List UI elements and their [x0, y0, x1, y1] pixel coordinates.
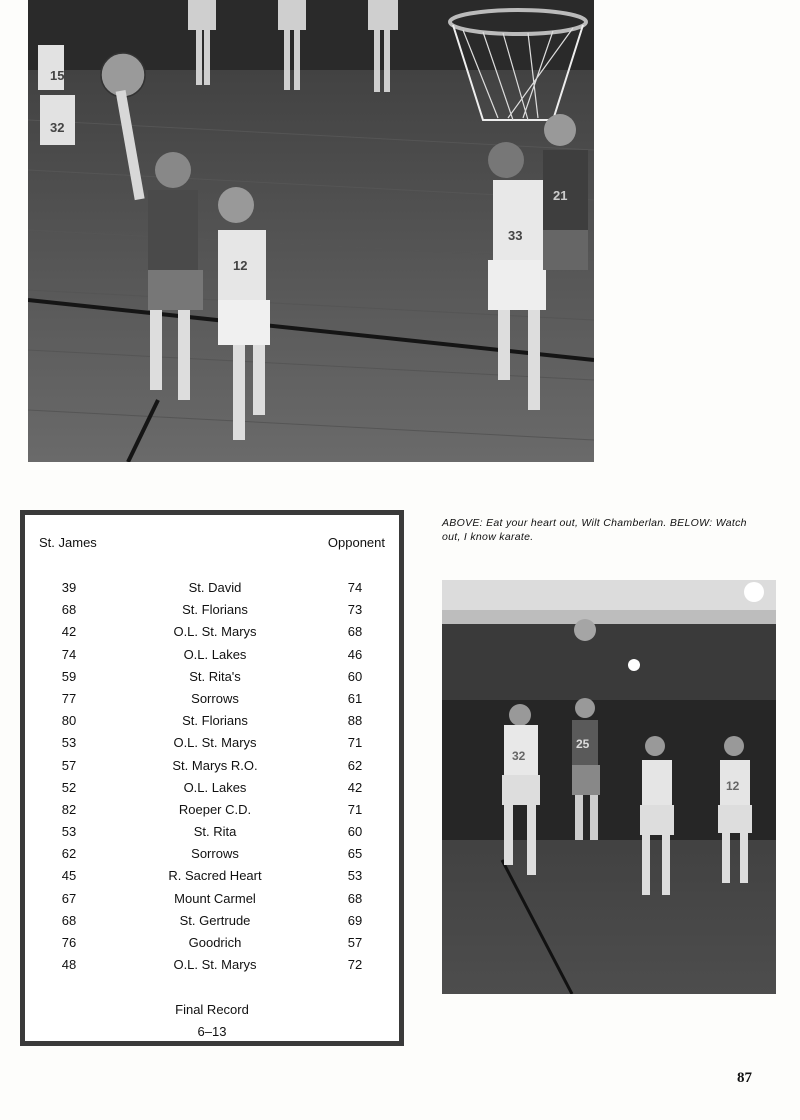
team-score: 59	[61, 668, 77, 684]
opponent-score: 60	[347, 668, 363, 684]
opponent-name: R. Sacred Heart	[168, 868, 262, 884]
game-result-row	[25, 644, 399, 666]
photo-caption: ABOVE: Eat your heart out, Wilt Chamberlan. BELOW: Watch out, I know karate.	[442, 517, 747, 543]
team-score: 76	[61, 935, 77, 950]
opponent-name: St. Gertrude	[179, 912, 251, 928]
opponent-name: St. Rita's	[189, 668, 241, 684]
jersey-number: 32	[512, 749, 526, 763]
opponent-score: 88	[347, 713, 363, 729]
opponent-name: Sorrows	[191, 846, 239, 862]
team-score: 77	[61, 690, 77, 706]
team-score: 53	[61, 735, 77, 751]
bottom-photo	[442, 580, 776, 994]
opponent-score: 69	[347, 912, 363, 928]
opponent-name: Mount Carmel	[174, 890, 256, 906]
team-score: 48	[61, 957, 77, 973]
season-scoreboard	[20, 510, 404, 1046]
basketball	[574, 619, 596, 641]
jersey-number: 32	[50, 120, 65, 135]
game-result-row	[25, 843, 399, 865]
team-score: 80	[61, 713, 77, 729]
opponent-name: St. Florians	[182, 713, 248, 729]
basketball-layup-photo	[28, 0, 594, 462]
opponent-score: 68	[347, 890, 363, 906]
opponent-column-header: Opponent	[327, 535, 385, 550]
game-result-row	[25, 865, 399, 887]
opponent-name: O.L. Lakes	[183, 646, 247, 662]
team-score: 42	[61, 624, 77, 640]
basketball-game-photo	[442, 580, 776, 994]
team-score: 62	[61, 846, 77, 862]
opponent-score: 74	[347, 580, 363, 595]
game-result-row	[25, 910, 399, 932]
game-result-row	[25, 666, 399, 688]
jersey-number: 12	[726, 779, 740, 793]
team-score: 68	[61, 602, 77, 618]
team-score: 52	[61, 779, 77, 795]
game-result-row	[25, 688, 399, 710]
opponent-name: O.L. Lakes	[183, 779, 247, 795]
team-score: 39	[61, 580, 77, 595]
game-results-list	[25, 577, 399, 976]
final-record	[25, 999, 399, 1043]
opponent-score: 71	[347, 735, 363, 751]
ceiling-light-icon	[744, 582, 764, 602]
opponent-score: 73	[347, 602, 363, 618]
game-result-row	[25, 954, 399, 976]
page-number: 87	[737, 1070, 752, 1086]
opponent-score: 46	[347, 646, 363, 662]
opponent-score: 53	[347, 868, 363, 884]
team-score: 82	[61, 801, 77, 817]
game-result-row	[25, 777, 399, 799]
game-result-row	[25, 599, 399, 621]
opponent-name: Sorrows	[191, 690, 239, 706]
team-score: 57	[61, 757, 77, 773]
opponent-score: 68	[347, 624, 363, 640]
opponent-score: 57	[347, 935, 363, 950]
jersey-number: 12	[233, 258, 248, 273]
opponent-name: O.L. St. Marys	[173, 624, 257, 640]
opponent-score: 72	[347, 957, 363, 973]
opponent-score: 71	[347, 801, 363, 817]
opponent-name: St. Marys R.O.	[172, 757, 258, 773]
basketball	[101, 53, 145, 97]
opponent-score: 62	[347, 757, 363, 773]
jersey-number: 15	[50, 68, 65, 83]
team-score: 74	[61, 646, 77, 662]
team-score: 45	[61, 868, 77, 884]
opponent-score: 60	[347, 824, 363, 840]
game-result-row	[25, 755, 399, 777]
game-result-row	[25, 799, 399, 821]
final-record-value: 6–13	[197, 1024, 227, 1039]
game-result-row	[25, 732, 399, 754]
game-result-row	[25, 932, 399, 954]
opponent-name: O.L. St. Marys	[173, 957, 257, 973]
opponent-name: Roeper C.D.	[178, 801, 252, 817]
team-score: 67	[61, 890, 77, 906]
opponent-score: 65	[347, 846, 363, 862]
opponent-name: O.L. St. Marys	[173, 735, 257, 751]
opponent-name: St. David	[188, 580, 242, 595]
game-result-row	[25, 577, 399, 599]
jersey-number: 33	[508, 228, 523, 243]
opponent-score: 61	[347, 690, 363, 706]
jersey-number: 25	[576, 737, 590, 751]
ceiling-light-icon	[628, 659, 640, 671]
game-result-row	[25, 710, 399, 732]
top-photo	[28, 0, 594, 462]
team-score: 53	[61, 824, 77, 840]
opponent-score: 42	[347, 779, 363, 795]
opponent-name: St. Florians	[182, 602, 248, 618]
team-column-header: St. James	[39, 535, 97, 550]
opponent-name: Goodrich	[188, 935, 242, 950]
jersey-number: 21	[553, 188, 568, 203]
opponent-name: St. Rita	[193, 824, 237, 840]
final-record-label: Final Record	[175, 1002, 249, 1017]
game-result-row	[25, 821, 399, 843]
team-score: 68	[61, 912, 77, 928]
game-result-row	[25, 888, 399, 910]
game-result-row	[25, 621, 399, 643]
